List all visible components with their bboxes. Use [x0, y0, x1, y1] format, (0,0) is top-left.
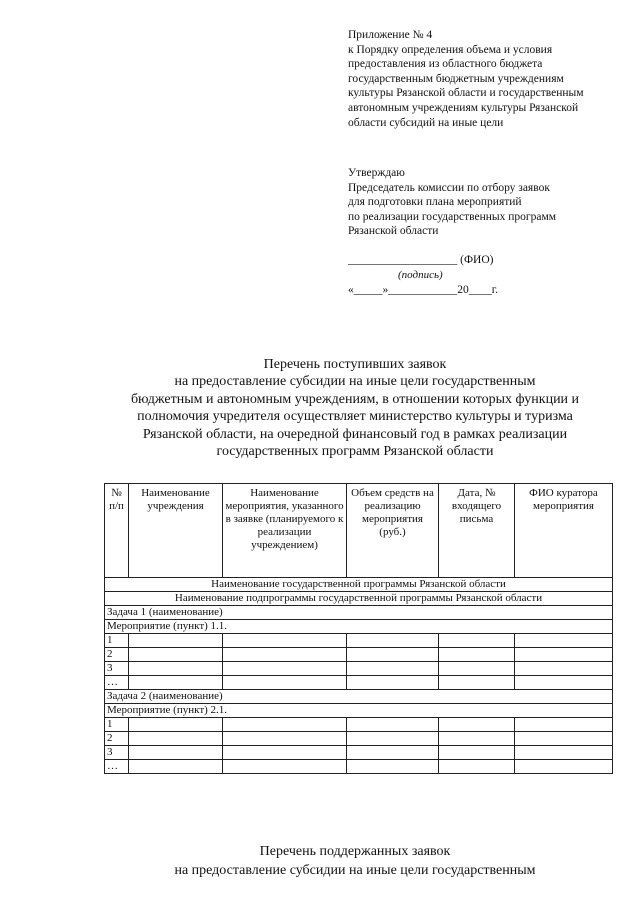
title-line: полномочия учредителя осуществляет министерство культуры и туризма — [137, 409, 573, 425]
applications-table — [104, 483, 613, 774]
title-line: на предоставление субсидии на иные цели государственным — [174, 374, 536, 390]
table-row — [105, 634, 613, 648]
signature-label: (подпись) — [398, 269, 443, 281]
cell — [223, 746, 347, 760]
cell — [347, 662, 439, 676]
measure-row: Мероприятие (пункт) 2.1. — [105, 704, 613, 718]
appendix-line: автономным учреждениям культуры Рязанской — [348, 101, 579, 114]
cell — [223, 648, 347, 662]
row-number: 3 — [105, 746, 129, 760]
row-number: 2 — [105, 648, 129, 662]
cell — [439, 662, 515, 676]
received-applications-title — [100, 356, 610, 460]
cell — [129, 634, 223, 648]
title-line: Перечень поступивших заявок — [263, 357, 447, 372]
cell — [439, 676, 515, 690]
approval-line: Рязанской области — [348, 225, 439, 238]
table-row — [105, 676, 613, 690]
appendix-line: к Порядку определения объема и условия — [348, 43, 553, 56]
row-number: 2 — [105, 732, 129, 746]
cell — [515, 648, 613, 662]
appendix-line: государственным бюджетным учреждениям — [348, 72, 564, 85]
approval-line: Председатель комиссии по отбору заявок — [348, 181, 550, 194]
cell — [223, 732, 347, 746]
cell — [347, 732, 439, 746]
approval-line: для подготовки плана мероприятий — [348, 196, 522, 209]
header-amount: Объем средств на реализацию мероприятия (руб.) — [347, 484, 439, 578]
cell — [129, 746, 223, 760]
cell — [223, 662, 347, 676]
cell — [515, 718, 613, 732]
cell — [439, 732, 515, 746]
fio-line: ___________________ (ФИО) — [348, 254, 494, 266]
table-row — [105, 648, 613, 662]
applications-table-wrap — [104, 483, 612, 774]
header-institution: Наименование учреждения — [129, 484, 223, 578]
cell — [439, 760, 515, 774]
program-row: Наименование государственной программы Рязанской области — [105, 578, 613, 592]
cell — [347, 760, 439, 774]
header-curator: ФИО куратора мероприятия — [515, 484, 613, 578]
title-line: на предоставление субсидии на иные цели государственным — [174, 863, 536, 878]
header-letter-date: Дата, № входящего письма — [439, 484, 515, 578]
approval-block — [348, 166, 628, 239]
cell — [515, 676, 613, 690]
cell — [439, 634, 515, 648]
title-line: Рязанской области, на очередной финансовый год в рамках реализации — [142, 426, 568, 442]
row-number: 1 — [105, 718, 129, 732]
cell — [439, 746, 515, 760]
cell — [129, 732, 223, 746]
task-row: Задача 1 (наименование) — [105, 606, 613, 620]
header-measure: Наименование мероприятия, указанного в заявке (планируемого к реализации учреждением) — [223, 484, 347, 578]
measure-row: Мероприятие (пункт) 1.1. — [105, 620, 613, 634]
cell — [223, 718, 347, 732]
cell — [347, 676, 439, 690]
title-line: Перечень поддержанных заявок — [259, 844, 451, 859]
date-line: «_____»____________20____г. — [348, 284, 499, 296]
cell — [347, 746, 439, 760]
cell — [129, 760, 223, 774]
cell — [223, 676, 347, 690]
cell — [515, 732, 613, 746]
table-row — [105, 760, 613, 774]
appendix-block — [348, 28, 628, 130]
cell — [223, 760, 347, 774]
signature-block — [348, 253, 628, 298]
table-row — [105, 718, 613, 732]
appendix-line: культуры Рязанской области и государственным — [348, 87, 584, 100]
row-number: 3 — [105, 662, 129, 676]
cell — [515, 634, 613, 648]
header-number: № п/п — [105, 484, 129, 578]
cell — [439, 648, 515, 662]
cell — [223, 634, 347, 648]
approval-line: Утверждаю — [348, 167, 405, 179]
cell — [129, 648, 223, 662]
cell — [439, 718, 515, 732]
task-row: Задача 2 (наименование) — [105, 690, 613, 704]
table-row — [105, 732, 613, 746]
cell — [129, 718, 223, 732]
cell — [347, 718, 439, 732]
cell — [515, 760, 613, 774]
table-row — [105, 746, 613, 760]
cell — [515, 746, 613, 760]
title-line: государственных программ Рязанской области — [216, 444, 494, 460]
row-number: … — [105, 760, 129, 774]
row-number: … — [105, 676, 129, 690]
table-header-row — [105, 484, 613, 578]
appendix-line: Приложение № 4 — [348, 29, 433, 41]
cell — [129, 676, 223, 690]
cell — [347, 634, 439, 648]
cell — [347, 648, 439, 662]
cell — [515, 662, 613, 676]
cell — [129, 662, 223, 676]
row-number: 1 — [105, 634, 129, 648]
appendix-line: предоставления из областного бюджета — [348, 58, 543, 71]
title-line: бюджетным и автономным учреждениям, в отношении которых функции и — [130, 391, 580, 407]
approval-line: по реализации государственных программ — [348, 210, 557, 223]
table-row — [105, 662, 613, 676]
appendix-line: области субсидий на иные цели — [348, 116, 504, 129]
supported-applications-title — [100, 842, 610, 880]
subprogram-row: Наименование подпрограммы государственной программы Рязанской области — [105, 592, 613, 606]
